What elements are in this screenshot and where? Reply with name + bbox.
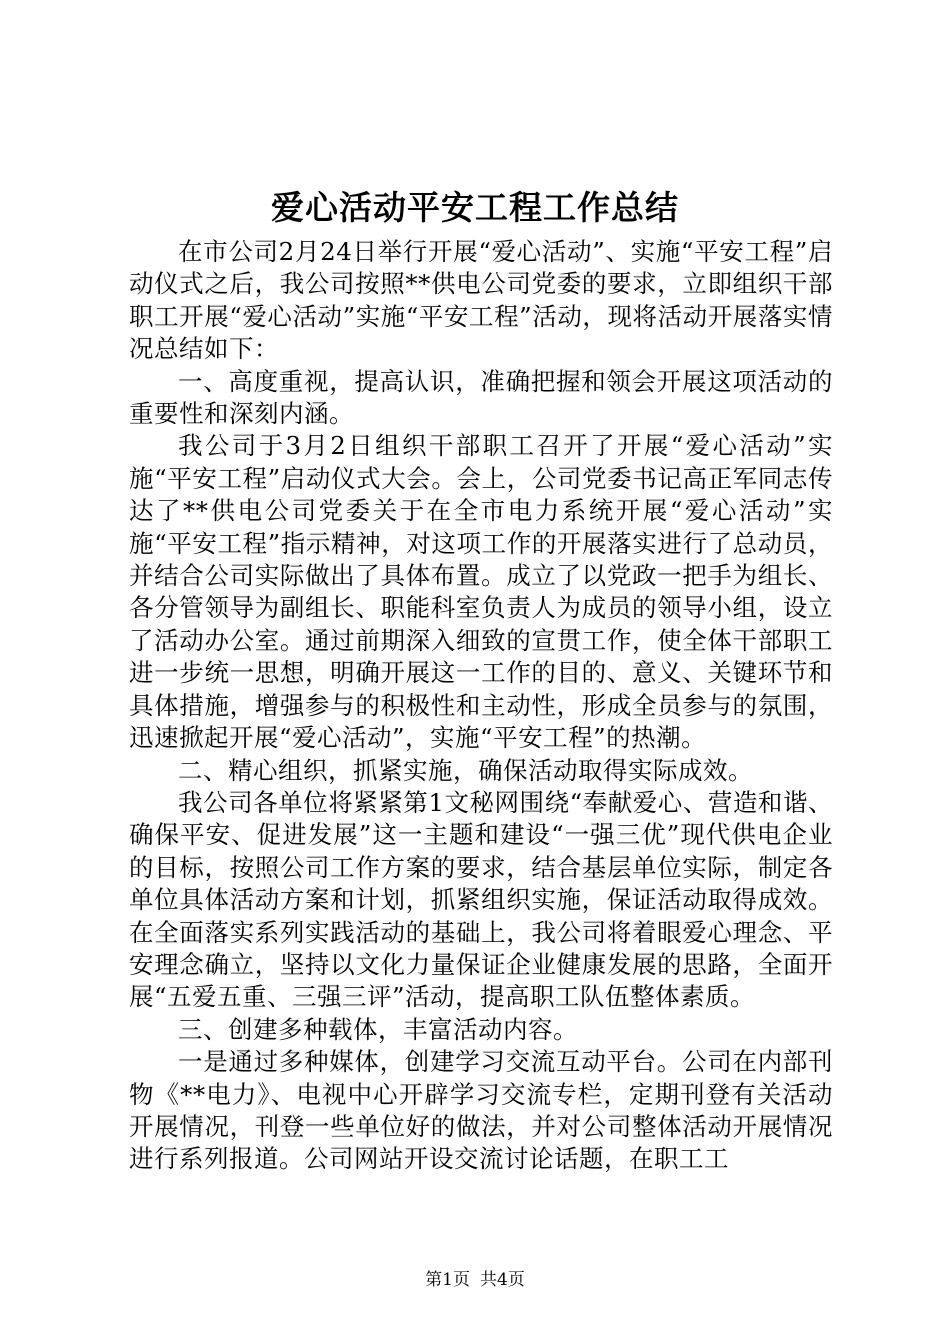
section-2-heading: 二、精心组织，抓紧实施，确保活动取得实际成效。: [178, 755, 753, 785]
section-3-paragraph: 一是通过多种媒体，创建学习交流互动平台。公司在内部刊物《**电力》、电视中心开辟学习交流专栏，定期刊登有关活动开展情况，刊登一些单位好的做法，并对公司整体活动开展情况进行系列报道。公司网站开设交流讨论话题，在职工工: [129, 1047, 833, 1174]
intro-paragraph: 在市公司2月24日举行开展“爱心活动”、实施“平安工程”启动仪式之后，我公司按照**供电公司党委的要求，立即组织干部职工开展“爱心活动”实施“平安工程”活动，现将活动开展落实情况总结如下：: [129, 237, 833, 364]
document-body: [129, 236, 833, 1176]
section-2-paragraph: 我公司各单位将紧紧第1文秘网围绕“奉献爱心、营造和谐、确保平安、促进发展”这一主题和建设“一强三优”现代供电企业的目标，按照公司工作方案的要求，结合基层单位实际，制定各单位具体活动方案和计划，抓紧组织实施，保证活动取得成效。在全面落实系列实践活动的基础上，我公司将着眼爱心理念、平安理念确立，坚持以文化力量保证企业健康发展的思路，全面开展“五爱五重、三强三评”活动，提高职工队伍整体素质。: [129, 787, 833, 1012]
document-title: 爱心活动平安工程工作总结: [271, 188, 679, 227]
section-1-heading: 一、高度重视，提高认识，准确把握和领会开展这项活动的重要性和深刻内涵。: [129, 366, 833, 429]
section-3-heading: 三、创建多种载体，丰富活动内容。: [178, 1014, 578, 1044]
page-footer: [0, 1268, 950, 1292]
page-total: 共4页: [480, 1270, 525, 1290]
section-1-paragraph: 我公司于3月2日组织干部职工召开了开展“爱心活动”实施“平安工程”启动仪式大会。会上，公司党委书记高正军同志传达了**供电公司党委关于在全市电力系统开展“爱心活动”实施“平安工程”指示精神，对这项工作的开展落实进行了总动员，并结合公司实际做出了具体布置。成立了以党政一把手为组长、各分管领导为副组长、职能科室负责人为成员的领导小组，设立了活动办公室。通过前期深入细致的宣贯工作，使全体干部职工进一步统一思想，明确开展这一工作的目的、意义、关键环节和具体措施，增强参与的积极性和主动性，形成全员参与的氛围，迅速掀起开展“爱心活动”，实施“平安工程”的热潮。: [129, 431, 833, 753]
page-number: 第1页: [425, 1270, 470, 1290]
